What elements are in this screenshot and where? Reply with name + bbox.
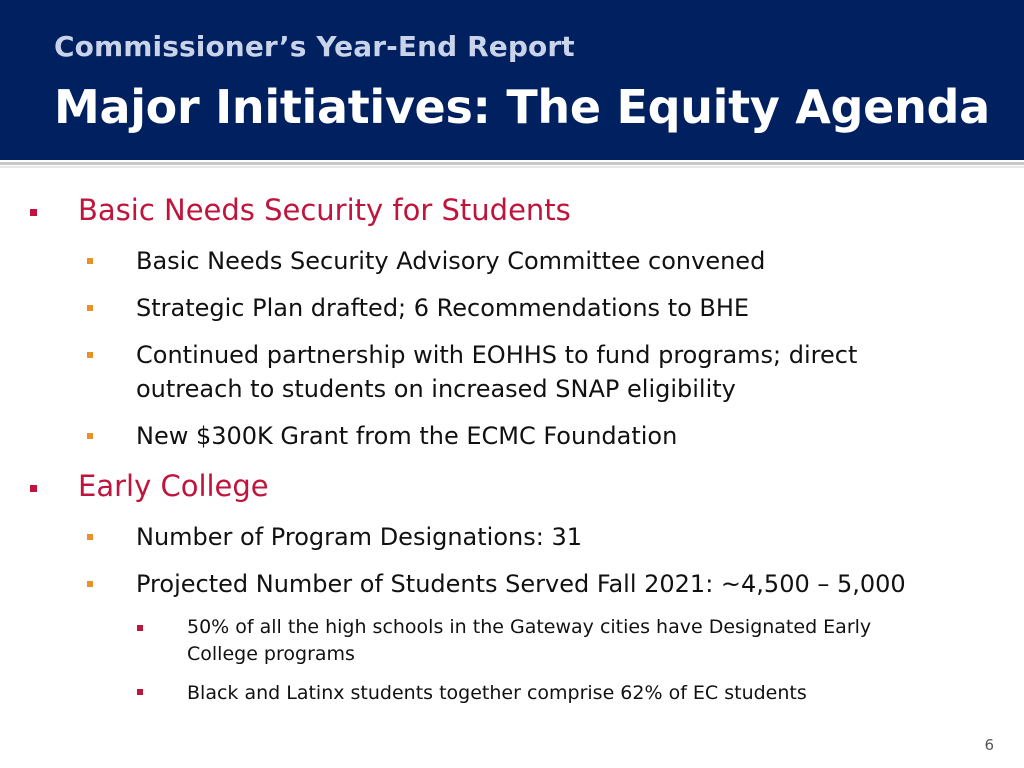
slide-title: Major Initiatives: The Equity Agenda <box>54 80 990 134</box>
bullet-square-icon <box>87 258 93 264</box>
list-item: Basic Needs Security Advisory Committee convened <box>136 247 766 275</box>
bullet-square-icon <box>87 305 93 311</box>
header-divider-secondary <box>0 166 1024 168</box>
bullet-square-icon <box>87 534 93 540</box>
slide-subtitle: Commissioner’s Year-End Report <box>54 30 575 63</box>
bullet-square-icon <box>30 485 37 492</box>
list-item: Projected Number of Students Served Fall 2021: ~4,500 – 5,000 <box>136 570 906 598</box>
slide-header <box>0 0 1024 160</box>
section-heading-basic-needs: Basic Needs Security for Students <box>78 193 571 227</box>
bullet-square-icon <box>87 581 93 587</box>
header-divider <box>0 162 1024 165</box>
sub-list-item-continuation: College programs <box>187 643 355 665</box>
bullet-square-icon <box>30 209 37 216</box>
bullet-square-icon <box>137 625 143 631</box>
list-item: Continued partnership with EOHHS to fund programs; direct <box>136 341 858 369</box>
bullet-square-icon <box>87 352 93 358</box>
sub-list-item: 50% of all the high schools in the Gateway cities have Designated Early <box>187 616 872 638</box>
bullet-square-icon <box>137 689 143 695</box>
list-item: Number of Program Designations: 31 <box>136 523 582 551</box>
list-item-continuation: outreach to students on increased SNAP eligibility <box>136 375 736 403</box>
page-number: 6 <box>984 736 994 754</box>
bullet-square-icon <box>87 433 93 439</box>
list-item: Strategic Plan drafted; 6 Recommendations to BHE <box>136 294 750 322</box>
sub-list-item: Black and Latinx students together comprise 62% of EC students <box>187 682 807 704</box>
section-heading-early-college: Early College <box>78 469 269 503</box>
list-item: New $300K Grant from the ECMC Foundation <box>136 422 678 450</box>
